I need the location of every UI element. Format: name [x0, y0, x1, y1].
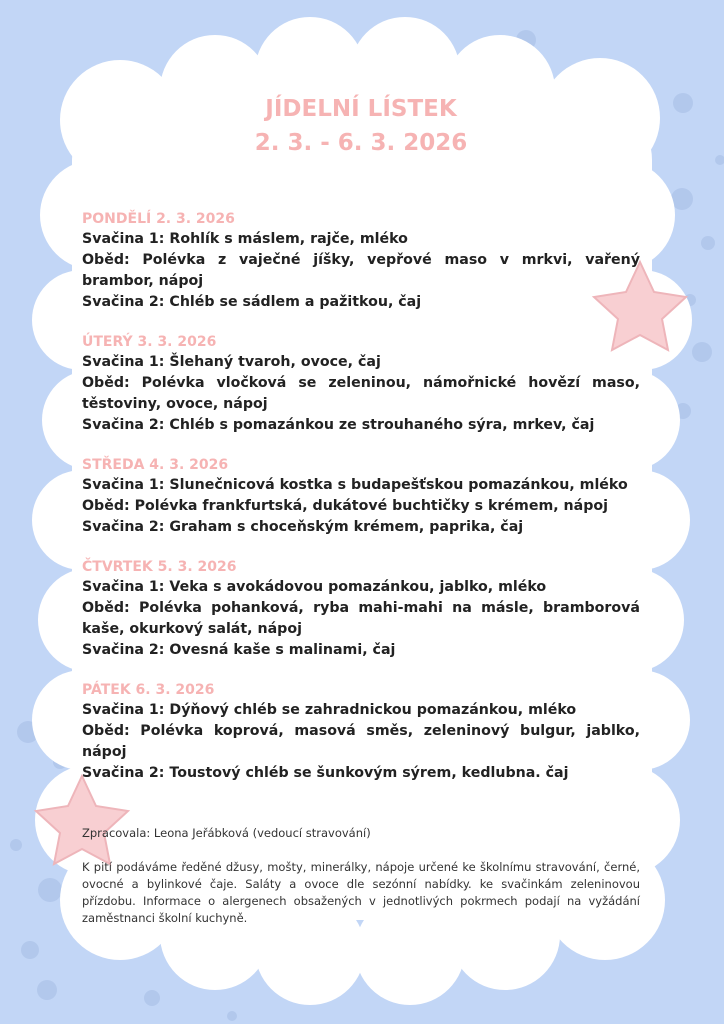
page-title	[82, 92, 640, 160]
day-title: ÚTERÝ 3. 3. 2026	[82, 334, 217, 350]
meal-snack-1: Svačina 1: Dýňový chléb se zahradnickou pomazánkou, mléko	[82, 702, 577, 718]
meal-snack-2: Svačina 2: Chléb s pomazánkou ze strouhaného sýra, mrkev, čaj	[82, 417, 595, 433]
day-monday	[82, 210, 640, 313]
drinks-note: K pití podáváme ředěné džusy, mošty, minerálky, nápoje určené ke školnímu stravování, černé, ovocné a bylinkové čaje. Saláty a ovoce dle sezónní nabídky. ke svačinkám zeleninovou přízdobu. Informace o alergenech obsažených v jednotlivých pokrmech podají na vyžádání zaměstnanci školní kuchyně.	[82, 860, 640, 925]
menu-content	[82, 92, 640, 927]
signature: Zpracovala: Leona Jeřábková (vedoucí stravování)	[82, 826, 371, 840]
meal-snack-2: Svačina 2: Graham s choceňským krémem, paprika, čaj	[82, 519, 524, 535]
day-title: PÁTEK 6. 3. 2026	[82, 682, 215, 698]
day-title: ČTVRTEK 5. 3. 2026	[82, 559, 237, 575]
meal-lunch: Oběd: Polévka pohanková, ryba mahi-mahi na másle, bramborová kaše, okurkový salát, nápoj	[82, 600, 640, 637]
day-title: PONDĚLÍ 2. 3. 2026	[82, 211, 235, 227]
meal-snack-1: Svačina 1: Veka s avokádovou pomazánkou, jablko, mléko	[82, 579, 547, 595]
day-wednesday	[82, 456, 640, 538]
meal-snack-2: Svačina 2: Chléb se sádlem a pažitkou, čaj	[82, 294, 422, 310]
meal-snack-2: Svačina 2: Ovesná kaše s malinami, čaj	[82, 642, 396, 658]
day-tuesday	[82, 333, 640, 436]
meal-snack-2: Svačina 2: Toustový chléb se šunkovým sýrem, kedlubna. čaj	[82, 765, 569, 781]
meal-lunch: Oběd: Polévka koprová, masová směs, zeleninový bulgur, jablko, nápoj	[82, 723, 640, 760]
date-range-text: 2. 3. - 6. 3. 2026	[254, 130, 468, 156]
meal-snack-1: Svačina 1: Rohlík s máslem, rajče, mléko	[82, 231, 408, 247]
meal-lunch: Oběd: Polévka vločková se zeleninou, námořnické hovězí maso, těstoviny, ovoce, nápoj	[82, 375, 640, 412]
meal-snack-1: Svačina 1: Slunečnicová kostka s budapešťskou pomazánkou, mléko	[82, 477, 628, 493]
meal-snack-1: Svačina 1: Šlehaný tvaroh, ovoce, čaj	[82, 354, 381, 370]
meal-lunch: Oběd: Polévka frankfurtská, dukátové buchtičky s krémem, nápoj	[82, 498, 608, 514]
meal-lunch: Oběd: Polévka z vaječné jíšky, vepřové maso v mrkvi, vařený brambor, nápoj	[82, 252, 640, 289]
day-thursday	[82, 558, 640, 661]
day-friday	[82, 681, 640, 784]
title-text: JÍDELNÍ LÍSTEK	[265, 96, 457, 122]
day-title: STŘEDA 4. 3. 2026	[82, 457, 229, 473]
